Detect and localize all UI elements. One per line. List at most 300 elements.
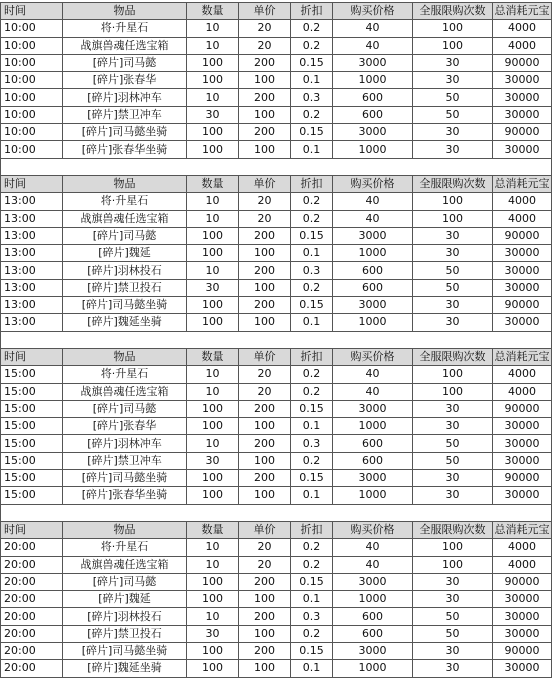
column-header: 单价	[239, 175, 291, 192]
column-header: 折扣	[291, 175, 333, 192]
quantity-cell: 30	[187, 279, 239, 296]
total-cost-cell: 90000	[493, 297, 552, 314]
total-cost-cell: 90000	[493, 573, 552, 590]
item-cell: [碎片]禁卫冲车	[63, 106, 187, 123]
purchase-price-cell: 1000	[333, 245, 413, 262]
server-limit-cell: 100	[413, 556, 493, 573]
unit-price-cell: 200	[239, 124, 291, 141]
unit-price-cell: 20	[239, 210, 291, 227]
purchase-price-cell: 3000	[333, 573, 413, 590]
server-limit-cell: 100	[413, 539, 493, 556]
item-cell: 战旗兽魂任选宝箱	[63, 383, 187, 400]
purchase-price-cell: 40	[333, 366, 413, 383]
discount-cell: 0.3	[291, 262, 333, 279]
column-header: 全服限购次数	[413, 348, 493, 365]
quantity-cell: 10	[187, 556, 239, 573]
unit-price-cell: 20	[239, 37, 291, 54]
discount-cell: 0.15	[291, 400, 333, 417]
discount-cell: 0.15	[291, 54, 333, 71]
quantity-cell: 10	[187, 89, 239, 106]
unit-price-cell: 100	[239, 625, 291, 642]
total-cost-cell: 30000	[493, 106, 552, 123]
server-limit-cell: 50	[413, 452, 493, 469]
table-header-row	[1, 348, 552, 365]
time-cell: 13:00	[1, 297, 63, 314]
time-cell: 13:00	[1, 245, 63, 262]
discount-cell: 0.1	[291, 72, 333, 89]
item-cell: [碎片]羽林冲车	[63, 435, 187, 452]
item-cell: [碎片]司马懿坐骑	[63, 470, 187, 487]
discount-cell: 0.1	[291, 245, 333, 262]
unit-price-cell: 100	[239, 487, 291, 504]
column-header: 总消耗元宝	[493, 175, 552, 192]
purchase-price-cell: 40	[333, 193, 413, 210]
table-row	[1, 37, 552, 54]
column-header: 折扣	[291, 3, 333, 20]
server-limit-cell: 30	[413, 54, 493, 71]
server-limit-cell: 30	[413, 642, 493, 659]
total-cost-cell: 30000	[493, 435, 552, 452]
column-header: 折扣	[291, 521, 333, 538]
total-cost-cell: 4000	[493, 556, 552, 573]
discount-cell: 0.2	[291, 106, 333, 123]
quantity-cell: 10	[187, 539, 239, 556]
unit-price-cell: 200	[239, 297, 291, 314]
purchase-price-cell: 600	[333, 279, 413, 296]
quantity-cell: 100	[187, 297, 239, 314]
column-header: 数量	[187, 3, 239, 20]
time-cell: 20:00	[1, 591, 63, 608]
unit-price-cell: 200	[239, 642, 291, 659]
column-header: 时间	[1, 521, 63, 538]
discount-cell: 0.2	[291, 625, 333, 642]
table-row	[1, 642, 552, 659]
table-row	[1, 141, 552, 158]
unit-price-cell: 100	[239, 279, 291, 296]
quantity-cell: 10	[187, 193, 239, 210]
purchase-price-cell: 1000	[333, 314, 413, 331]
item-cell: [碎片]禁卫冲车	[63, 452, 187, 469]
server-limit-cell: 50	[413, 608, 493, 625]
unit-price-cell: 100	[239, 660, 291, 677]
unit-price-cell: 100	[239, 591, 291, 608]
unit-price-cell: 20	[239, 20, 291, 37]
total-cost-cell: 30000	[493, 141, 552, 158]
time-cell: 13:00	[1, 314, 63, 331]
purchase-price-cell: 40	[333, 383, 413, 400]
table-header-row	[1, 3, 552, 20]
quantity-cell: 10	[187, 210, 239, 227]
item-cell: [碎片]司马懿	[63, 54, 187, 71]
column-header: 总消耗元宝	[493, 3, 552, 20]
table-row	[1, 660, 552, 677]
item-cell: [碎片]张春华坐骑	[63, 141, 187, 158]
quantity-cell: 100	[187, 245, 239, 262]
discount-cell: 0.2	[291, 20, 333, 37]
server-limit-cell: 100	[413, 210, 493, 227]
column-header: 物品	[63, 3, 187, 20]
table-row	[1, 470, 552, 487]
table-row	[1, 124, 552, 141]
quantity-cell: 100	[187, 418, 239, 435]
table-row	[1, 72, 552, 89]
table-row	[1, 366, 552, 383]
table-row	[1, 418, 552, 435]
column-header: 时间	[1, 3, 63, 20]
schedule-table-body	[1, 3, 552, 678]
table-row	[1, 539, 552, 556]
unit-price-cell: 20	[239, 193, 291, 210]
unit-price-cell: 100	[239, 418, 291, 435]
quantity-cell: 10	[187, 383, 239, 400]
total-cost-cell: 4000	[493, 193, 552, 210]
time-cell: 10:00	[1, 72, 63, 89]
item-cell: [碎片]张春华	[63, 418, 187, 435]
time-cell: 20:00	[1, 608, 63, 625]
discount-cell: 0.15	[291, 642, 333, 659]
purchase-schedule-table	[0, 2, 552, 678]
unit-price-cell: 200	[239, 227, 291, 244]
time-cell: 13:00	[1, 210, 63, 227]
server-limit-cell: 30	[413, 487, 493, 504]
discount-cell: 0.1	[291, 591, 333, 608]
time-cell: 13:00	[1, 279, 63, 296]
item-cell: 战旗兽魂任选宝箱	[63, 210, 187, 227]
discount-cell: 0.2	[291, 539, 333, 556]
total-cost-cell: 4000	[493, 210, 552, 227]
item-cell: 战旗兽魂任选宝箱	[63, 556, 187, 573]
table-row	[1, 54, 552, 71]
time-cell: 15:00	[1, 383, 63, 400]
table-row	[1, 383, 552, 400]
server-limit-cell: 30	[413, 314, 493, 331]
time-cell: 20:00	[1, 556, 63, 573]
separator-cell	[1, 504, 552, 521]
unit-price-cell: 200	[239, 400, 291, 417]
purchase-price-cell: 3000	[333, 54, 413, 71]
discount-cell: 0.1	[291, 141, 333, 158]
table-row	[1, 89, 552, 106]
unit-price-cell: 200	[239, 470, 291, 487]
time-cell: 13:00	[1, 227, 63, 244]
table-row	[1, 227, 552, 244]
discount-cell: 0.3	[291, 89, 333, 106]
total-cost-cell: 30000	[493, 452, 552, 469]
time-cell: 10:00	[1, 37, 63, 54]
time-cell: 15:00	[1, 435, 63, 452]
purchase-price-cell: 3000	[333, 642, 413, 659]
server-limit-cell: 30	[413, 418, 493, 435]
quantity-cell: 10	[187, 20, 239, 37]
total-cost-cell: 30000	[493, 279, 552, 296]
time-cell: 20:00	[1, 642, 63, 659]
time-cell: 15:00	[1, 400, 63, 417]
purchase-price-cell: 3000	[333, 400, 413, 417]
time-cell: 10:00	[1, 124, 63, 141]
total-cost-cell: 30000	[493, 245, 552, 262]
time-cell: 20:00	[1, 573, 63, 590]
time-cell: 15:00	[1, 418, 63, 435]
unit-price-cell: 100	[239, 245, 291, 262]
column-header: 物品	[63, 175, 187, 192]
total-cost-cell: 30000	[493, 625, 552, 642]
column-header: 全服限购次数	[413, 175, 493, 192]
item-cell: [碎片]司马懿	[63, 227, 187, 244]
separator-cell	[1, 158, 552, 175]
unit-price-cell: 200	[239, 435, 291, 452]
discount-cell: 0.2	[291, 556, 333, 573]
total-cost-cell: 30000	[493, 89, 552, 106]
unit-price-cell: 200	[239, 262, 291, 279]
table-row	[1, 20, 552, 37]
server-limit-cell: 100	[413, 193, 493, 210]
column-header: 数量	[187, 175, 239, 192]
server-limit-cell: 50	[413, 625, 493, 642]
purchase-price-cell: 1000	[333, 591, 413, 608]
column-header: 购买价格	[333, 175, 413, 192]
unit-price-cell: 20	[239, 366, 291, 383]
unit-price-cell: 100	[239, 106, 291, 123]
quantity-cell: 100	[187, 591, 239, 608]
total-cost-cell: 30000	[493, 314, 552, 331]
column-header: 物品	[63, 348, 187, 365]
time-cell: 15:00	[1, 487, 63, 504]
item-cell: [碎片]魏延	[63, 245, 187, 262]
discount-cell: 0.15	[291, 297, 333, 314]
quantity-cell: 30	[187, 625, 239, 642]
server-limit-cell: 30	[413, 141, 493, 158]
purchase-price-cell: 1000	[333, 487, 413, 504]
unit-price-cell: 100	[239, 72, 291, 89]
quantity-cell: 100	[187, 660, 239, 677]
discount-cell: 0.2	[291, 279, 333, 296]
item-cell: 将·升星石	[63, 193, 187, 210]
time-cell: 10:00	[1, 89, 63, 106]
server-limit-cell: 30	[413, 470, 493, 487]
column-header: 时间	[1, 348, 63, 365]
discount-cell: 0.15	[291, 227, 333, 244]
purchase-price-cell: 600	[333, 608, 413, 625]
quantity-cell: 10	[187, 262, 239, 279]
table-row	[1, 314, 552, 331]
item-cell: [碎片]羽林投石	[63, 262, 187, 279]
purchase-price-cell: 40	[333, 539, 413, 556]
item-cell: [碎片]魏延坐骑	[63, 314, 187, 331]
purchase-price-cell: 600	[333, 106, 413, 123]
total-cost-cell: 30000	[493, 72, 552, 89]
server-limit-cell: 30	[413, 660, 493, 677]
unit-price-cell: 100	[239, 452, 291, 469]
table-row	[1, 452, 552, 469]
item-cell: 将·升星石	[63, 366, 187, 383]
total-cost-cell: 30000	[493, 487, 552, 504]
table-row	[1, 245, 552, 262]
total-cost-cell: 4000	[493, 37, 552, 54]
table-row	[1, 573, 552, 590]
quantity-cell: 100	[187, 487, 239, 504]
quantity-cell: 10	[187, 37, 239, 54]
purchase-price-cell: 40	[333, 20, 413, 37]
server-limit-cell: 50	[413, 279, 493, 296]
table-row	[1, 591, 552, 608]
server-limit-cell: 100	[413, 20, 493, 37]
table-row	[1, 556, 552, 573]
item-cell: [碎片]禁卫投石	[63, 279, 187, 296]
unit-price-cell: 200	[239, 89, 291, 106]
table-row	[1, 297, 552, 314]
total-cost-cell: 90000	[493, 400, 552, 417]
table-row	[1, 210, 552, 227]
purchase-price-cell: 600	[333, 625, 413, 642]
table-row	[1, 262, 552, 279]
discount-cell: 0.2	[291, 193, 333, 210]
quantity-cell: 100	[187, 54, 239, 71]
table-row	[1, 106, 552, 123]
column-header: 单价	[239, 521, 291, 538]
total-cost-cell: 30000	[493, 608, 552, 625]
purchase-price-cell: 600	[333, 435, 413, 452]
time-cell: 20:00	[1, 539, 63, 556]
purchase-price-cell: 1000	[333, 418, 413, 435]
column-header: 数量	[187, 521, 239, 538]
server-limit-cell: 30	[413, 245, 493, 262]
item-cell: 战旗兽魂任选宝箱	[63, 37, 187, 54]
server-limit-cell: 50	[413, 262, 493, 279]
discount-cell: 0.15	[291, 573, 333, 590]
total-cost-cell: 4000	[493, 383, 552, 400]
discount-cell: 0.1	[291, 418, 333, 435]
unit-price-cell: 20	[239, 556, 291, 573]
server-limit-cell: 100	[413, 37, 493, 54]
table-row	[1, 400, 552, 417]
quantity-cell: 100	[187, 72, 239, 89]
total-cost-cell: 4000	[493, 20, 552, 37]
unit-price-cell: 200	[239, 573, 291, 590]
item-cell: [碎片]魏延	[63, 591, 187, 608]
item-cell: [碎片]羽林冲车	[63, 89, 187, 106]
purchase-price-cell: 1000	[333, 660, 413, 677]
total-cost-cell: 90000	[493, 470, 552, 487]
server-limit-cell: 30	[413, 573, 493, 590]
discount-cell: 0.1	[291, 487, 333, 504]
discount-cell: 0.2	[291, 210, 333, 227]
table-row	[1, 625, 552, 642]
discount-cell: 0.2	[291, 383, 333, 400]
purchase-price-cell: 600	[333, 452, 413, 469]
table-header-row	[1, 521, 552, 538]
purchase-price-cell: 40	[333, 210, 413, 227]
discount-cell: 0.1	[291, 314, 333, 331]
time-cell: 10:00	[1, 54, 63, 71]
server-limit-cell: 30	[413, 400, 493, 417]
column-header: 总消耗元宝	[493, 521, 552, 538]
total-cost-cell: 90000	[493, 227, 552, 244]
column-header: 物品	[63, 521, 187, 538]
column-header: 单价	[239, 3, 291, 20]
item-cell: [碎片]魏延坐骑	[63, 660, 187, 677]
purchase-price-cell: 600	[333, 89, 413, 106]
total-cost-cell: 4000	[493, 539, 552, 556]
item-cell: 将·升星石	[63, 20, 187, 37]
item-cell: [碎片]司马懿坐骑	[63, 642, 187, 659]
column-header: 购买价格	[333, 3, 413, 20]
time-cell: 10:00	[1, 20, 63, 37]
purchase-price-cell: 40	[333, 37, 413, 54]
discount-cell: 0.3	[291, 435, 333, 452]
total-cost-cell: 90000	[493, 642, 552, 659]
column-header: 总消耗元宝	[493, 348, 552, 365]
unit-price-cell: 100	[239, 314, 291, 331]
unit-price-cell: 100	[239, 141, 291, 158]
block-separator	[1, 504, 552, 521]
table-row	[1, 279, 552, 296]
unit-price-cell: 200	[239, 54, 291, 71]
column-header: 全服限购次数	[413, 3, 493, 20]
quantity-cell: 100	[187, 642, 239, 659]
time-cell: 13:00	[1, 262, 63, 279]
quantity-cell: 100	[187, 400, 239, 417]
quantity-cell: 100	[187, 124, 239, 141]
purchase-price-cell: 600	[333, 262, 413, 279]
quantity-cell: 100	[187, 227, 239, 244]
table-row	[1, 435, 552, 452]
total-cost-cell: 30000	[493, 418, 552, 435]
total-cost-cell: 90000	[493, 54, 552, 71]
unit-price-cell: 20	[239, 383, 291, 400]
time-cell: 15:00	[1, 452, 63, 469]
purchase-price-cell: 3000	[333, 470, 413, 487]
server-limit-cell: 30	[413, 72, 493, 89]
block-separator	[1, 158, 552, 175]
quantity-cell: 10	[187, 608, 239, 625]
server-limit-cell: 100	[413, 366, 493, 383]
column-header: 购买价格	[333, 521, 413, 538]
purchase-price-cell: 1000	[333, 72, 413, 89]
column-header: 购买价格	[333, 348, 413, 365]
item-cell: [碎片]司马懿坐骑	[63, 124, 187, 141]
total-cost-cell: 30000	[493, 591, 552, 608]
purchase-price-cell: 1000	[333, 141, 413, 158]
item-cell: [碎片]司马懿	[63, 573, 187, 590]
total-cost-cell: 30000	[493, 262, 552, 279]
unit-price-cell: 20	[239, 539, 291, 556]
total-cost-cell: 30000	[493, 660, 552, 677]
item-cell: [碎片]司马懿坐骑	[63, 297, 187, 314]
quantity-cell: 100	[187, 470, 239, 487]
server-limit-cell: 30	[413, 227, 493, 244]
quantity-cell: 100	[187, 314, 239, 331]
discount-cell: 0.15	[291, 124, 333, 141]
discount-cell: 0.1	[291, 660, 333, 677]
column-header: 数量	[187, 348, 239, 365]
total-cost-cell: 90000	[493, 124, 552, 141]
block-separator	[1, 331, 552, 348]
time-cell: 10:00	[1, 141, 63, 158]
server-limit-cell: 30	[413, 591, 493, 608]
time-cell: 10:00	[1, 106, 63, 123]
quantity-cell: 30	[187, 106, 239, 123]
item-cell: 将·升星石	[63, 539, 187, 556]
time-cell: 20:00	[1, 660, 63, 677]
table-header-row	[1, 175, 552, 192]
purchase-price-cell: 3000	[333, 297, 413, 314]
item-cell: [碎片]张春华坐骑	[63, 487, 187, 504]
total-cost-cell: 4000	[493, 366, 552, 383]
server-limit-cell: 100	[413, 383, 493, 400]
column-header: 单价	[239, 348, 291, 365]
discount-cell: 0.2	[291, 366, 333, 383]
column-header: 折扣	[291, 348, 333, 365]
